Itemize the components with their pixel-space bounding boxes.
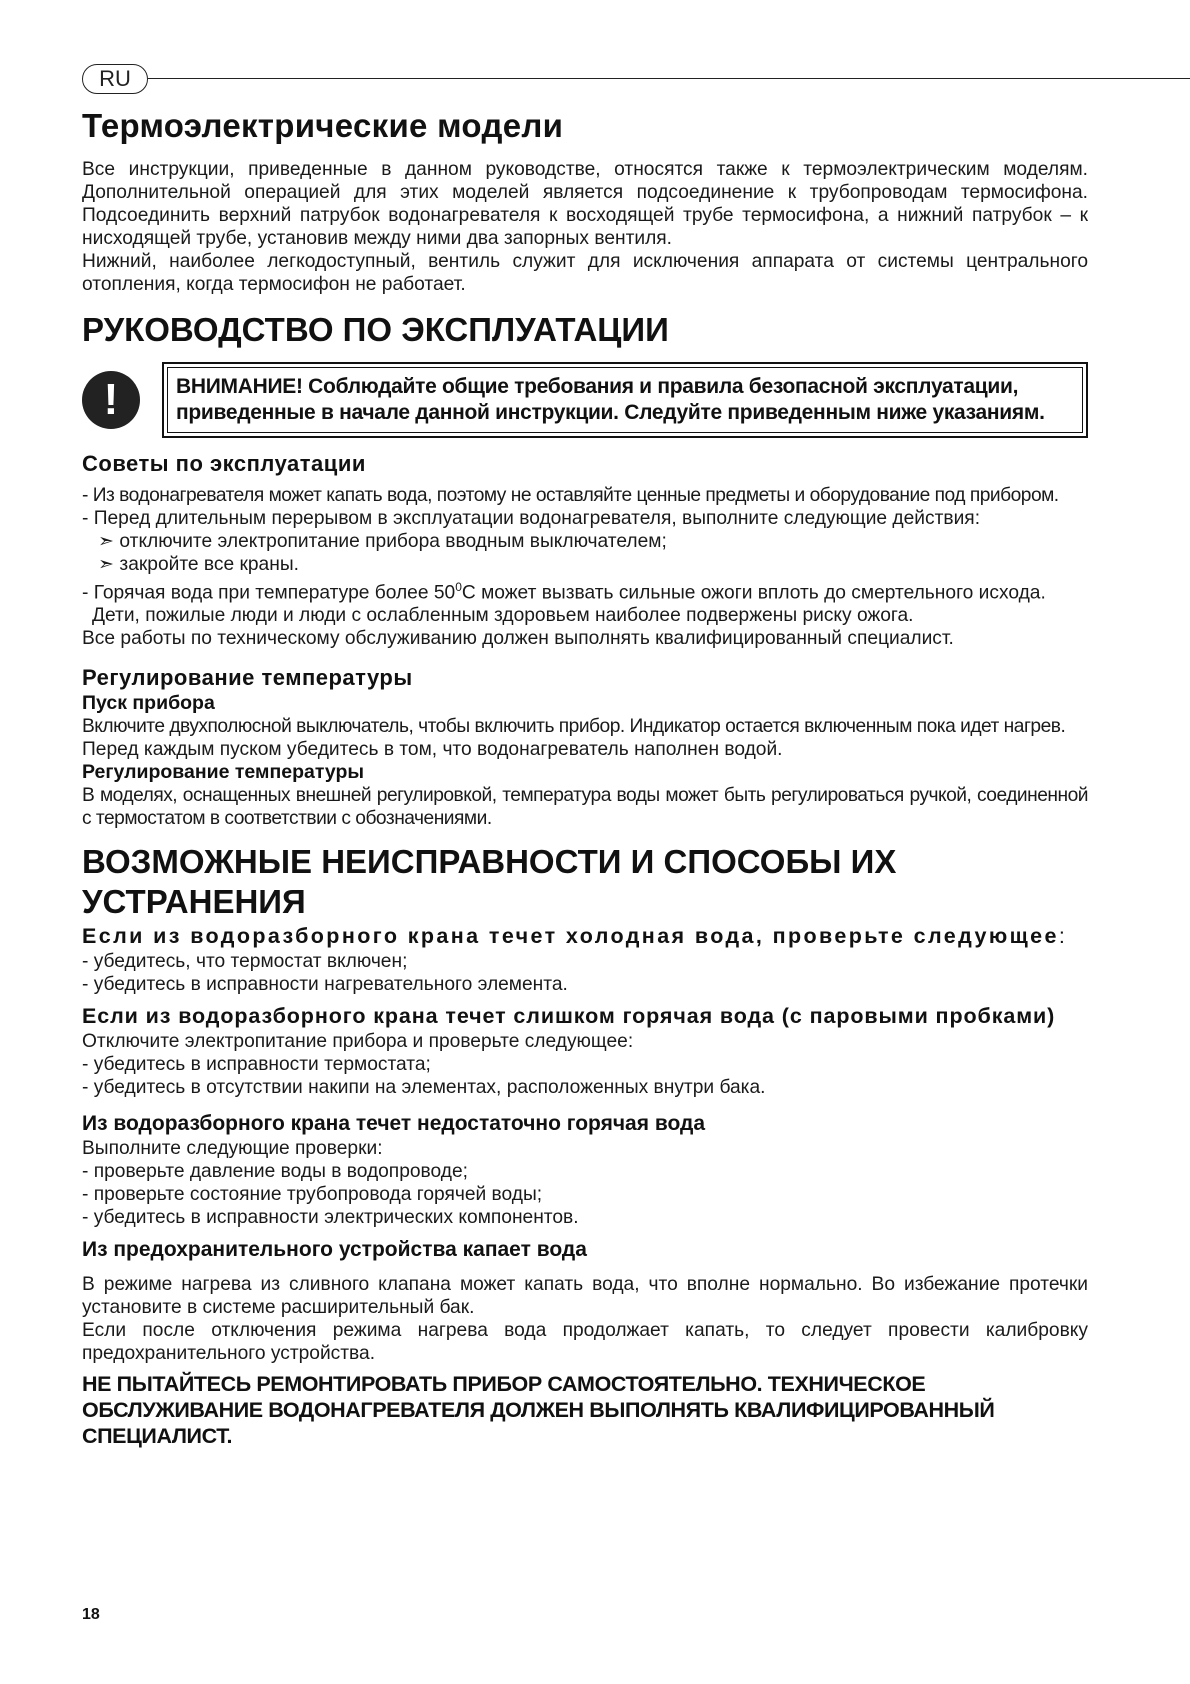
lukewarm-water-intro: Выполните следующие проверки:: [82, 1138, 383, 1160]
list-item: - убедитесь в исправности электрических компонентов.: [82, 1207, 579, 1229]
list-item: - проверьте давление воды в водопроводе;: [82, 1161, 468, 1183]
temperature-control-title: Регулирование температуры: [82, 665, 413, 691]
list-item: [82, 576, 1088, 604]
cold-water-title-colon: :: [1058, 924, 1068, 949]
startup-paragraph-2: Перед каждым пуском убедитесь в том, что водонагреватель наполнен водой.: [82, 739, 783, 761]
list-item: Все работы по техническому обслуживанию должен выполнять квалифицированный специалист.: [82, 628, 954, 650]
temperature-adjust-title: Регулирование температуры: [82, 761, 365, 784]
list-item: - убедитесь, что термостат включен;: [82, 951, 408, 973]
temperature-adjust-paragraph: В моделях, оснащенных внешней регулировкой, температура воды может быть регулироваться ручкой, соединенной с термостатом в соответствии с обозначениями.: [82, 785, 1088, 830]
page-number: 18: [82, 1606, 100, 1623]
page-content: [82, 106, 1088, 1449]
safety-valve-title: Из предохранительного устройства капает вода: [82, 1238, 587, 1262]
usage-tips-title: Советы по эксплуатации: [82, 451, 366, 476]
language-badge: RU: [82, 64, 148, 94]
cold-water-title: [82, 922, 1088, 950]
degree-superscript: 0: [455, 580, 462, 594]
warning-text: ВНИМАНИЕ! Соблюдайте общие требования и правила безопасной эксплуатации, приведенные в начале данной инструкции. Следуйте приведенным ниже указаниям.: [167, 367, 1083, 433]
hot-water-title: Если из водоразборного крана течет слишком горячая вода (с паровыми пробками): [82, 1004, 1056, 1029]
final-warning: НЕ ПЫТАЙТЕСЬ РЕМОНТИРОВАТЬ ПРИБОР САМОСТОЯТЕЛЬНО. ТЕХНИЧЕСКОЕ ОБСЛУЖИВАНИЕ ВОДОНАГРЕВАТЕЛЯ ДОЛЖЕН ВЫПОЛНЯТЬ КВАЛИФИЦИРОВАННЫЙ СПЕЦИАЛИСТ.: [82, 1372, 995, 1449]
lukewarm-water-title: Из водоразборного крана течет недостаточно горячая вода: [82, 1112, 706, 1136]
list-item: Дети, пожилые люди и люди с ослабленным здоровьем наиболее подвержены риску ожога.: [92, 605, 914, 627]
thermo-models-title: Термоэлектрические модели: [82, 107, 564, 144]
list-item: ➣ отключите электропитание прибора вводным выключателем;: [98, 531, 667, 552]
exclamation-icon: !: [82, 371, 140, 429]
temperature-warning-text: - Горячая вода при температуре более 50: [82, 582, 456, 604]
list-item: - Перед длительным перерывом в эксплуатации водонагревателя, выполните следующие действия:: [82, 508, 981, 529]
header-rule: [148, 78, 1190, 79]
list-item: - Из водонагревателя может капать вода, поэтому не оставляйте ценные предметы и оборудование под прибором.: [82, 485, 1059, 506]
temperature-warning-tail: С может вызвать сильные ожоги вплоть до смертельного исхода.: [461, 582, 1046, 604]
list-item: - проверьте состояние трубопровода горячей воды;: [82, 1184, 543, 1206]
thermo-paragraph-2: Нижний, наиболее легкодоступный, вентиль служит для исключения аппарата от системы центрального отопления, когда термосифон не работает.: [82, 251, 1088, 295]
warning-box: [162, 362, 1088, 438]
usage-tips-list: [82, 484, 1088, 650]
hot-water-intro: Отключите электропитание прибора и проверьте следующее:: [82, 1031, 634, 1053]
list-item: - убедитесь в исправности нагревательного элемента.: [82, 974, 568, 996]
list-item: - убедитесь в отсутствии накипи на элементах, расположенных внутри бака.: [82, 1077, 766, 1099]
list-item: - убедитесь в исправности термостата;: [82, 1054, 431, 1076]
startup-paragraph-1: Включите двухполюсной выключатель, чтобы включить прибор. Индикатор остается включенным пока идет нагрев.: [82, 716, 1066, 738]
startup-title: Пуск прибора: [82, 692, 215, 715]
language-header: [82, 64, 1190, 94]
troubleshooting-title: ВОЗМОЖНЫЕ НЕИСПРАВНОСТИ И СПОСОБЫ ИХ УСТРАНЕНИЯ: [82, 843, 897, 921]
safety-valve-paragraph-2: Если после отключения режима нагрева вода продолжает капать, то следует провести калибровку предохранительного устройства.: [82, 1320, 1088, 1365]
thermo-paragraph-1: Все инструкции, приведенные в данном руководстве, относятся также к термоэлектрическим моделям. Дополнительной операцией для этих моделей является подсоединение к трубопроводам термосифона. Подсоединить верхний патрубок водонагревателя к восходящей трубе термосифона, а нижний патрубок – к нисходящей трубе, установив между ними два запорных вентиля.: [82, 159, 1088, 249]
list-item: ➣ закройте все краны.: [98, 554, 299, 575]
safety-valve-paragraph-1: В режиме нагрева из сливного клапана может капать вода, что вполне нормально. Во избежание протечки установите в системе расширительный бак.: [82, 1274, 1088, 1319]
cold-water-title-text: Если из водоразборного крана течет холодная вода, проверьте следующее: [82, 924, 1059, 949]
operation-manual-title: РУКОВОДСТВО ПО ЭКСПЛУАТАЦИИ: [82, 311, 669, 348]
safety-warning: [82, 362, 1088, 438]
